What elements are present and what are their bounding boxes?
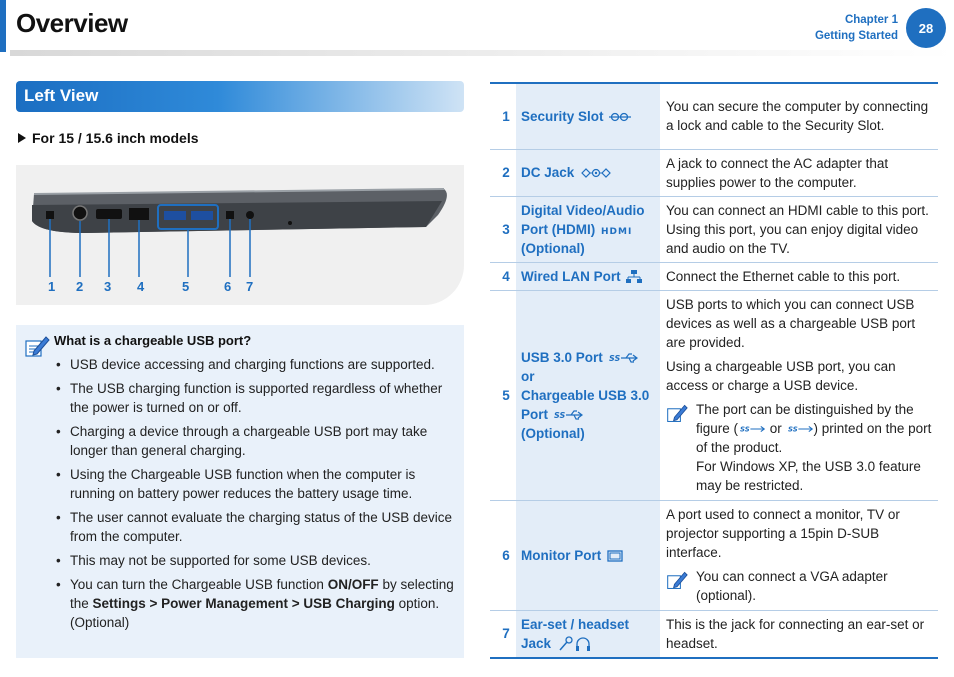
section-header	[16, 81, 464, 112]
list-item: • Using the Chargeable USB function when the computer is running on battery power reduces the battery usage time.	[54, 465, 458, 503]
port-number: 5	[502, 387, 510, 403]
monitor-port	[226, 211, 234, 219]
dc-jack-port	[73, 206, 87, 220]
usb3-icon	[609, 352, 639, 364]
chargeable-usb3-icon	[554, 409, 584, 421]
models-label: For 15 / 15.6 inch models	[32, 130, 199, 146]
port-name: DC Jack	[516, 149, 660, 196]
diagram-label: 7	[246, 279, 254, 294]
port-number: 3	[502, 221, 510, 237]
svg-text:SS: SS	[787, 426, 798, 435]
note-pencil-icon	[24, 333, 50, 359]
port-number: 1	[502, 108, 510, 124]
page-number-badge: 28	[906, 8, 946, 48]
diagram-label: 5	[182, 279, 190, 294]
port-number: 2	[502, 165, 510, 180]
hdmi-icon	[601, 225, 633, 235]
list-item: • USB device accessing and charging functions are supported.	[54, 355, 458, 374]
note-pencil-icon	[666, 402, 688, 424]
lan-network-icon	[626, 270, 642, 284]
note-list	[54, 355, 458, 637]
port-name: USB 3.0 Port SS or Chargeable USB 3.0 Port SS (Optional)	[516, 290, 660, 500]
microphone-headphone-icon	[557, 636, 591, 652]
port-name: Monitor Port	[516, 500, 660, 610]
port-description: A port used to connect a monitor, TV or projector supporting a 15pin D-SUB interface. You can connect a VGA adapter (optional).	[660, 500, 938, 610]
diagram-label: 1	[48, 279, 56, 294]
headset-jack	[246, 211, 254, 219]
sub-note: You can connect a VGA adapter (optional).	[666, 567, 938, 605]
list-item: • You can turn the Chargeable USB function ON/OFF by selecting the Settings > Power Management > USB Charging option. (Optional)	[54, 575, 458, 632]
list-item: • The USB charging function is supported regardless of whether the power is turned on or off.	[54, 379, 458, 417]
note-pencil-icon	[666, 569, 688, 591]
svg-text:SS: SS	[740, 426, 750, 435]
security-slot-port	[46, 211, 54, 219]
usb-port-b	[191, 211, 213, 220]
port-description: USB ports to which you can connect USB devices as well as a chargeable USB port are provided. Using a chargeable USB port, you can access or charge a USB device. The port can be distinguished by the figure ( SS or SS ) printed on the port of the product. For Windows XP, the USB 3.0 feature may be restricted.	[660, 290, 938, 500]
port-number: 4	[502, 268, 510, 284]
port-number: 7	[502, 626, 510, 641]
port-name: Wired LAN Port	[516, 262, 660, 290]
list-item: • The user cannot evaluate the charging status of the USB device from the computer.	[54, 508, 458, 546]
port-description: Connect the Ethernet cable to this port.	[666, 268, 901, 284]
port-spec-table	[490, 82, 938, 659]
section-title: Left View	[24, 86, 99, 105]
chapter-label	[815, 12, 898, 44]
usb3-icon	[740, 423, 766, 435]
table-row	[490, 83, 938, 149]
port-description: You can secure the computer by connecting a lock and cable to the Security Slot.	[666, 99, 929, 134]
port-number: 6	[502, 547, 510, 563]
list-item: • Charging a device through a chargeable USB port may take longer than general charging.	[54, 422, 458, 460]
chargeable-usb3-icon	[788, 423, 814, 435]
usb-note-box	[16, 325, 464, 658]
models-heading	[18, 130, 199, 146]
sub-note: The port can be distinguished by the figure ( SS or SS ) printed on the port of the product. For Windows XP, the USB 3.0 feature may be restricted.	[666, 400, 938, 495]
chapter-number: Chapter 1	[844, 14, 898, 26]
monitor-icon	[607, 550, 623, 562]
header-accent-rule	[0, 0, 6, 52]
header-divider	[10, 50, 954, 56]
svg-text:HDMI: HDMI	[601, 226, 633, 235]
port-name: Digital Video/Audio Port (HDMI) HDMI (Optional)	[516, 196, 660, 262]
left-view-diagram	[16, 165, 464, 305]
port-description: A jack to connect the AC adapter that supplies power to the computer.	[666, 155, 889, 190]
table-row	[490, 262, 938, 290]
security-lock-icon	[609, 112, 631, 122]
lan-port	[129, 208, 149, 220]
usb-port-a	[164, 211, 186, 220]
port-name: Ear-set / headset Jack	[516, 610, 660, 658]
table-row	[490, 290, 938, 500]
triangle-bullet-icon	[18, 133, 26, 143]
diagram-label: 6	[224, 279, 232, 294]
note-title: What is a chargeable USB port?	[54, 333, 252, 348]
port-description: You can connect an HDMI cable to this port. Using this port, you can enjoy digital video and audio on the TV.	[666, 202, 929, 256]
table-row	[490, 149, 938, 196]
diagram-label: 2	[76, 279, 84, 294]
page-title: Overview	[16, 8, 128, 38]
hdmi-port	[96, 209, 122, 219]
table-row	[490, 196, 938, 262]
port-name: Security Slot	[516, 83, 660, 149]
svg-text:SS: SS	[608, 353, 620, 363]
diagram-label: 3	[104, 279, 112, 294]
chapter-name: Getting Started	[814, 30, 898, 42]
dc-power-icon	[580, 168, 612, 178]
list-item: • This may not be supported for some USB devices.	[54, 551, 458, 570]
table-row	[490, 500, 938, 610]
port-description: This is the jack for connecting an ear-set or headset.	[666, 616, 925, 651]
diagram-label: 4	[137, 279, 145, 294]
svg-text:SS: SS	[553, 410, 566, 420]
table-row	[490, 610, 938, 658]
